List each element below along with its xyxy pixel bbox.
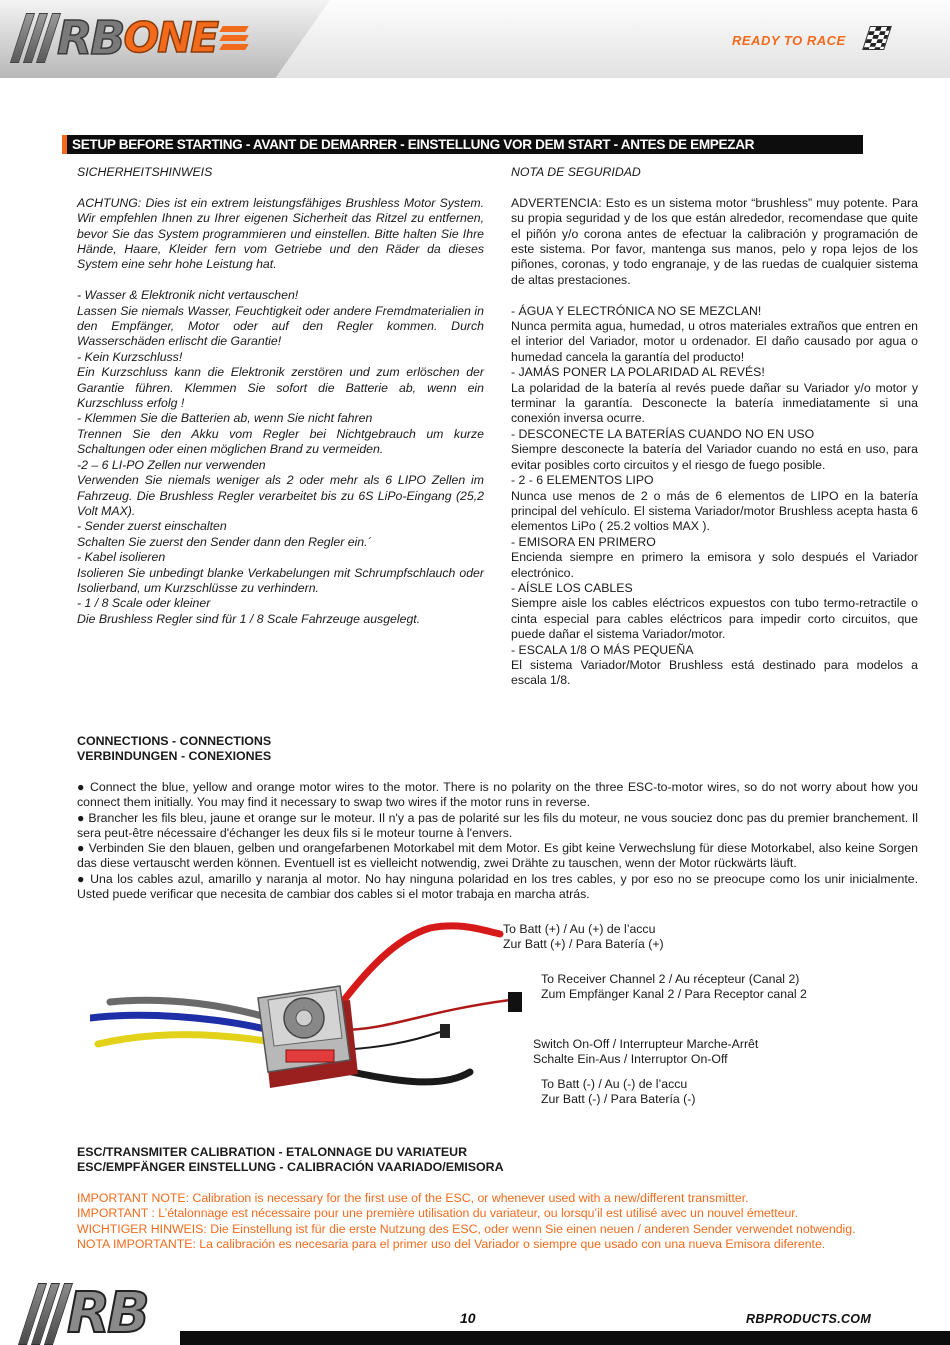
- german-item-3: - Kein Kurzschluss!: [77, 349, 183, 364]
- footer-logo: [28, 1278, 147, 1345]
- connection-bullet-1: ● Connect the blue, yellow and orange motor wires to the motor. There is no polarity on the three ESC-to-motor wires, so do not worry about how you connect them initially. You may find it necessary to swap two wires if the motor runs in reverse.: [77, 780, 918, 810]
- spanish-item-6: Siempre desconecte la batería del Variador cuando no está en uso, para evitar posibles corto circuitos y el riesgo de fuego posible.: [511, 442, 918, 472]
- german-item-8: Verwenden Sie niemals weniger als 2 oder mehr als 6 LIPO Zellen im Fahrzeug. Die Brushless Regler verarbeitet bis zu 6S LiPo-Eingang (25,2 Volt MAX).: [77, 473, 484, 518]
- spanish-item-8: Nunca use menos de 2 o más de 6 elementos de LIPO en la batería principal del vehículo. El sistema Variador/motor Brushless acepta hasta 6 elementos LiPo ( 25.2 voltios MAX ).: [511, 488, 918, 534]
- receiver-plug: [508, 992, 522, 1012]
- section-banner: SETUP BEFORE STARTING - AVANT DE DEMARRER - EINSTELLUNG VOR DEM START - ANTES DE EMPEZAR: [62, 135, 863, 154]
- german-item-10: Schalten Sie zuerst den Sender dann den Regler ein.´: [77, 534, 372, 549]
- connections-title-line1: CONNECTIONS - CONNECTIONS: [77, 734, 272, 748]
- connections-instructions: [77, 780, 918, 902]
- label-receiver-line1: To Receiver Channel 2 / Au récepteur (Canal 2): [541, 972, 800, 986]
- connections-title-line2: VERBINDUNGEN - CONEXIONES: [77, 749, 272, 764]
- spanish-item-3: - JAMÁS PONER LA POLARIDAD AL REVÉS!: [511, 365, 765, 380]
- calibration-note-4: NOTA IMPORTANTE: La calibración es necesaria para el primer uso del Variador o siempre que usado con una nueva Emisora diferente.: [77, 1237, 826, 1252]
- spanish-item-2: Nunca permita agua, humedad, u otros materiales extraños que entren en el interior del Variador, motor u ordenador. El daño causado por agua o humedad cancela la garantía del producto!: [511, 319, 918, 364]
- calibration-note-2: IMPORTANT : L’étalonnage est nécessaire pour une première utilisation du variateur, ou lorsqu’il est utilisé avec un nouvel émetteur.: [77, 1206, 799, 1221]
- label-switch-line1: Switch On-Off / Interrupteur Marche-Arrêt: [533, 1037, 759, 1051]
- german-item-4: Ein Kurzschluss kann die Elektronik zerstören und zum erlöschen der Garantie führen. Klemmen Sie sofort die Batterie ab, wenn ein Kurzschluss erfolg !: [77, 365, 484, 411]
- german-item-7: -2 – 6 LI-PO Zellen nur verwenden: [77, 457, 266, 472]
- spanish-item-13: - ESCALA 1/8 O MÁS PEQUEÑA: [511, 642, 694, 657]
- label-battery-positive-line1: To Batt (+) / Au (+) de l’accu: [503, 922, 656, 936]
- tagline: READY TO RACE: [732, 33, 846, 48]
- connection-bullet-3: ● Verbinden Sie den blauen, gelben und orangefarbenen Motorkabel mit dem Motor. Es gibt keine Verwechslung für diese Motorkabel, also keine Sorgen das diese vertauscht werden können. Eventuell ist es vielleicht notwendig, zwei Drähte zu tauschen, wenn der Motor rückwärts läuft.: [77, 841, 918, 871]
- german-intro: ACHTUNG: Dies ist ein extrem leistungsfähiges Brushless Motor System. Wir empfehlen Ihnen zu Ihrer eigenen Sicherheit das Ritzel zu entfernen, bevor Sie das System programmieren und einstellen. Bitte halten Sie Ihre Hände, Haare, Kleider fern vom Getriebe und den Räder da dieses System eine sehr hohe Leistung hat.: [77, 195, 484, 272]
- spanish-item-4: La polaridad de la batería al revés puede dañar su Variador y/o motor y terminar la garantía. Desconecte la batería inmediatamente si una conexión inversa ocurre.: [511, 380, 918, 426]
- blue-motor-wire: [90, 1015, 270, 1030]
- receiver-wire: [340, 1000, 510, 1030]
- spanish-item-7: - 2 - 6 ELEMENTOS LIPO: [511, 473, 654, 488]
- connection-bullet-2: ● Brancher les fils bleu, jaune et orange sur le moteur. Il n'y a pas de polarité sur les fils du moteur, ne vous souciez donc pas du premier branchement. Il sera peut-être nécessaire d'échanger les deux fils si le moteur tourne à l'envers.: [77, 810, 918, 840]
- yellow-motor-wire: [98, 1035, 272, 1044]
- footer-logo-bars: [28, 1283, 63, 1345]
- label-battery-positive: [503, 922, 664, 953]
- german-item-14: Die Brushless Regler sind für 1 / 8 Scale Fahrzeuge ausgelegt.: [77, 611, 421, 626]
- label-battery-positive-line2: Zur Batt (+) / Para Batería (+): [503, 937, 664, 952]
- calibration-note-1: IMPORTANT NOTE: Calibration is necessary for the first use of the ESC, or whenever used with a new/different transmitter.: [77, 1191, 749, 1205]
- label-switch-line2: Schalte Ein-Aus / Interruptor On-Off: [533, 1052, 728, 1067]
- german-item-6: Trennen Sie den Akku vom Regler bei Nichtgebrauch um kurze Schaltungen oder einen möglichen Brand zu vermeiden.: [77, 426, 484, 457]
- german-item-5: - Klemmen Sie die Batterien ab, wenn Sie nicht fahren: [77, 411, 373, 426]
- connection-bullet-4: ● Una los cables azul, amarillo y naranja al motor. No hay ninguna polaridad en los tres cables, y por eso no se preocupe como los unir inicialmente. Usted puede verificar que necesita de cambiar dos cables si el motor trabaja en marcha atrás.: [77, 871, 918, 902]
- footer-bar: [180, 1331, 950, 1345]
- german-item-9: - Sender zuerst einschalten: [77, 519, 227, 534]
- battery-positive-wire: [336, 926, 500, 1010]
- calibration-title-line2: ESC/EMPFÄNGER EINSTELLUNG - CALIBRACIÓN VAARIADO/EMISORA: [77, 1160, 504, 1175]
- switch-body: [440, 1024, 450, 1038]
- spanish-items: [511, 304, 918, 689]
- german-items: [77, 288, 484, 627]
- esc-connector-block: [286, 1050, 334, 1062]
- label-switch: [533, 1037, 758, 1068]
- website-link[interactable]: RBPRODUCTS.COM: [746, 1312, 872, 1326]
- calibration-title: [77, 1145, 504, 1176]
- connections-title: [77, 734, 271, 765]
- spanish-item-12: Siempre aisle los cables eléctricos expuestos con tubo termo-retractile o cinta especial para cables eléctricos para impedir corto circuitos, que puede dañar el sistema Variador/motor.: [511, 596, 918, 642]
- logo-prefix: RB: [57, 11, 124, 65]
- logo-stripes: [221, 26, 247, 50]
- german-item-1: - Wasser & Elektronik nicht vertauschen!: [77, 288, 299, 303]
- header-swoosh: [275, 0, 950, 78]
- label-battery-negative: [541, 1077, 695, 1108]
- spanish-heading: NOTA DE SEGURIDAD: [511, 165, 641, 179]
- logo-bars: [18, 13, 53, 63]
- label-battery-negative-line2: Zur Batt (-) / Para Batería (-): [541, 1092, 696, 1107]
- spanish-intro: ADVERTENCIA: Esto es un sistema motor “brushless” muy potente. Para su propia seguridad y de los que están alrededor, recomendase que quite el piñón y/o corona antes de efectuar la calibración y programación de este sistema. Por favor, mantenga sus manos, pelo y ropa lejos de los piñones, coronas, y todo engranaje, y de las ruedas de cualquier sistema de altas prestaciones.: [511, 195, 918, 287]
- esc-wiring-diagram: [90, 920, 540, 1120]
- spanish-item-14: El sistema Variador/Motor Brushless está destinado para modelos a escala 1/8.: [511, 657, 918, 688]
- german-item-11: - Kabel isolieren: [77, 550, 166, 565]
- battery-negative-wire: [342, 1070, 470, 1082]
- spanish-item-10: Encienda siempre en primero la emisora y solo después el Variador electrónico.: [511, 550, 918, 580]
- spanish-safety-column: [511, 165, 918, 689]
- german-item-12: Isolieren Sie unbedingt blanke Verkabelungen mit Schrumpfschlauch oder Isolierband, um Kurzschlüsse zu verhindern.: [77, 565, 484, 595]
- calibration-important-notes: [77, 1191, 918, 1253]
- page-number: 10: [460, 1310, 476, 1326]
- label-receiver-line2: Zum Empfänger Kanal 2 / Para Receptor canal 2: [541, 987, 807, 1002]
- label-battery-negative-line1: To Batt (-) / Au (-) de l’accu: [541, 1077, 688, 1091]
- label-receiver: [541, 972, 807, 1003]
- german-safety-column: [77, 165, 484, 627]
- calibration-note-3: WICHTIGER HINWEIS: Die Einstellung ist für die erste Nutzung des ESC, oder wenn Sie einen neuen / anderen Sender verwendet notwendig.: [77, 1221, 856, 1236]
- footer-logo-text: RB: [67, 1281, 147, 1345]
- german-item-2: Lassen Sie niemals Wasser, Feuchtigkeit oder andere Fremdmaterialien in den Empfänger, Motor oder auf den Regler kommen. Durch Wasserschäden erlischt die Garantie!: [77, 303, 484, 349]
- spanish-item-1: - ÁGUA Y ELECTRÓNICA NO SE MEZCLAN!: [511, 303, 762, 318]
- page-header: [0, 0, 950, 78]
- spanish-item-11: - AÍSLE LOS CABLES: [511, 580, 633, 595]
- calibration-title-line1: ESC/TRANSMITER CALIBRATION - ETALONNAGE DU VARIATEUR: [77, 1145, 468, 1159]
- brand-logo: [18, 10, 247, 66]
- logo-suffix: ONE: [123, 13, 218, 62]
- german-heading: SICHERHEITSHINWEIS: [77, 165, 213, 179]
- german-item-13: - 1 / 8 Scale oder kleiner: [77, 596, 211, 611]
- spanish-item-9: - EMISORA EN PRIMERO: [511, 534, 656, 549]
- spanish-item-5: - DESCONECTE LA BATERÍAS CUANDO NO EN USO: [511, 426, 815, 441]
